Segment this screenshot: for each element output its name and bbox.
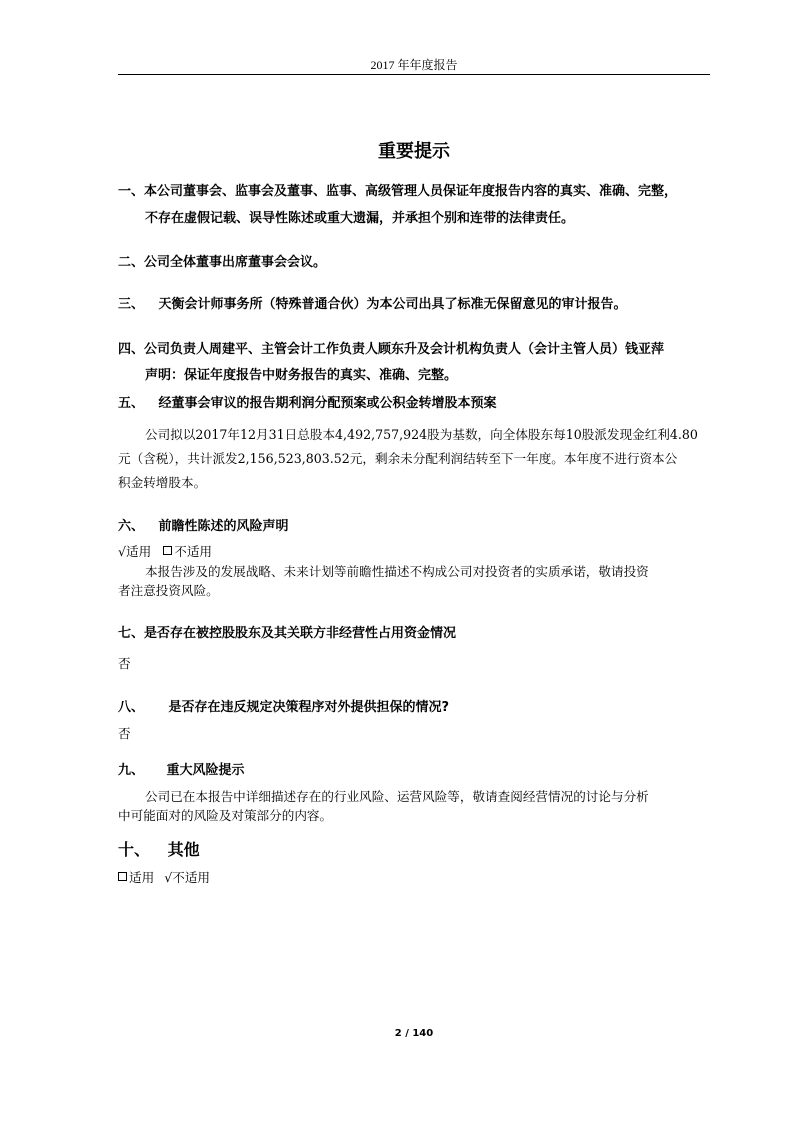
section-4-line-1: 四、公司负责人周建平、主管会计工作负责人顾东升及会计机构负责人（会计主管人员）钱亚萍	[118, 342, 665, 357]
section-8-answer: 否	[118, 726, 131, 741]
section-5-body-line-2: 元（含税），共计派发2,156,523,803.52元，剩余未分配利润结转至下一年度。本年度不进行资本公	[118, 451, 678, 466]
section-10-number: 十、	[118, 840, 151, 859]
running-header: 2017 年年度报告	[370, 58, 458, 72]
checkbox-empty-icon	[163, 546, 172, 555]
section-6-body-line-2: 者注意投资风险。	[118, 583, 219, 598]
section-7-heading: 七、是否存在被控股股东及其关联方非经营性占用资金情况	[118, 626, 457, 641]
applicable-label: 适用	[129, 870, 155, 885]
section-6-body-line-1: 本报告涉及的发展战略、未来计划等前瞻性描述不构成公司对投资者的实质承诺，敬请投资	[145, 564, 649, 579]
not-applicable-checked: √不适用	[164, 870, 211, 885]
section-7-answer: 否	[118, 656, 131, 671]
section-9-body-line-1: 公司已在本报告中详细描述存在的行业风险、运营风险等，敬请查阅经营情况的讨论与分析	[145, 789, 649, 804]
section-8-number: 八、	[118, 700, 145, 715]
applicable-option	[118, 870, 154, 885]
section-6-number: 六、	[118, 519, 145, 534]
section-9-number: 九、	[118, 763, 145, 778]
section-6-applicability	[118, 541, 212, 560]
section-6-text: 前瞻性陈述的风险声明	[158, 519, 289, 534]
section-9-text: 重大风险提示	[166, 763, 245, 778]
section-10-applicability	[118, 867, 210, 886]
section-4-line-2: 声明：保证年度报告中财务报告的真实、准确、完整。	[145, 368, 458, 383]
checkbox-empty-icon	[118, 872, 127, 881]
section-2-heading: 二、公司全体董事出席董事会会议。	[118, 255, 327, 270]
not-applicable-option	[163, 544, 212, 559]
section-5-number: 五、	[118, 396, 145, 411]
section-5-body-line-3: 积金转增股本。	[118, 475, 207, 490]
section-5-body-line-1: 公司拟以2017年12月31日总股本4,492,757,924股为基数，向全体股东每10股派发现金红利4.80	[145, 427, 698, 442]
section-8-heading	[118, 696, 449, 715]
section-1-line-2: 不存在虚假记载、误导性陈述或重大遗漏，并承担个别和连带的法律责任。	[145, 211, 575, 226]
applicable-checked: √适用	[118, 544, 152, 559]
section-10-text: 其他	[167, 840, 200, 859]
section-5-heading	[118, 392, 497, 411]
section-8-text: 是否存在违反规定决策程序对外提供担保的情况?	[168, 700, 450, 715]
section-3-text: 天衡会计师事务所（特殊普通合伙）为本公司出具了标准无保留意见的审计报告。	[158, 297, 627, 312]
page-number: 2 / 140	[394, 1028, 434, 1039]
section-3-heading	[118, 293, 627, 312]
section-9-heading	[118, 759, 245, 778]
section-9-body-line-2: 中可能面对的风险及对策部分的内容。	[118, 808, 333, 823]
section-10-heading	[118, 837, 200, 860]
not-applicable-label: 不适用	[174, 544, 213, 559]
section-3-number: 三、	[118, 297, 145, 312]
section-1-line-1: 一、本公司董事会、监事会及董事、监事、高级管理人员保证年度报告内容的真实、准确、完整，	[118, 184, 678, 199]
page-title: 重要提示	[378, 141, 450, 162]
section-5-text: 经董事会审议的报告期利润分配预案或公积金转增股本预案	[158, 396, 497, 411]
header-rule	[118, 74, 710, 75]
section-6-heading	[118, 515, 289, 534]
